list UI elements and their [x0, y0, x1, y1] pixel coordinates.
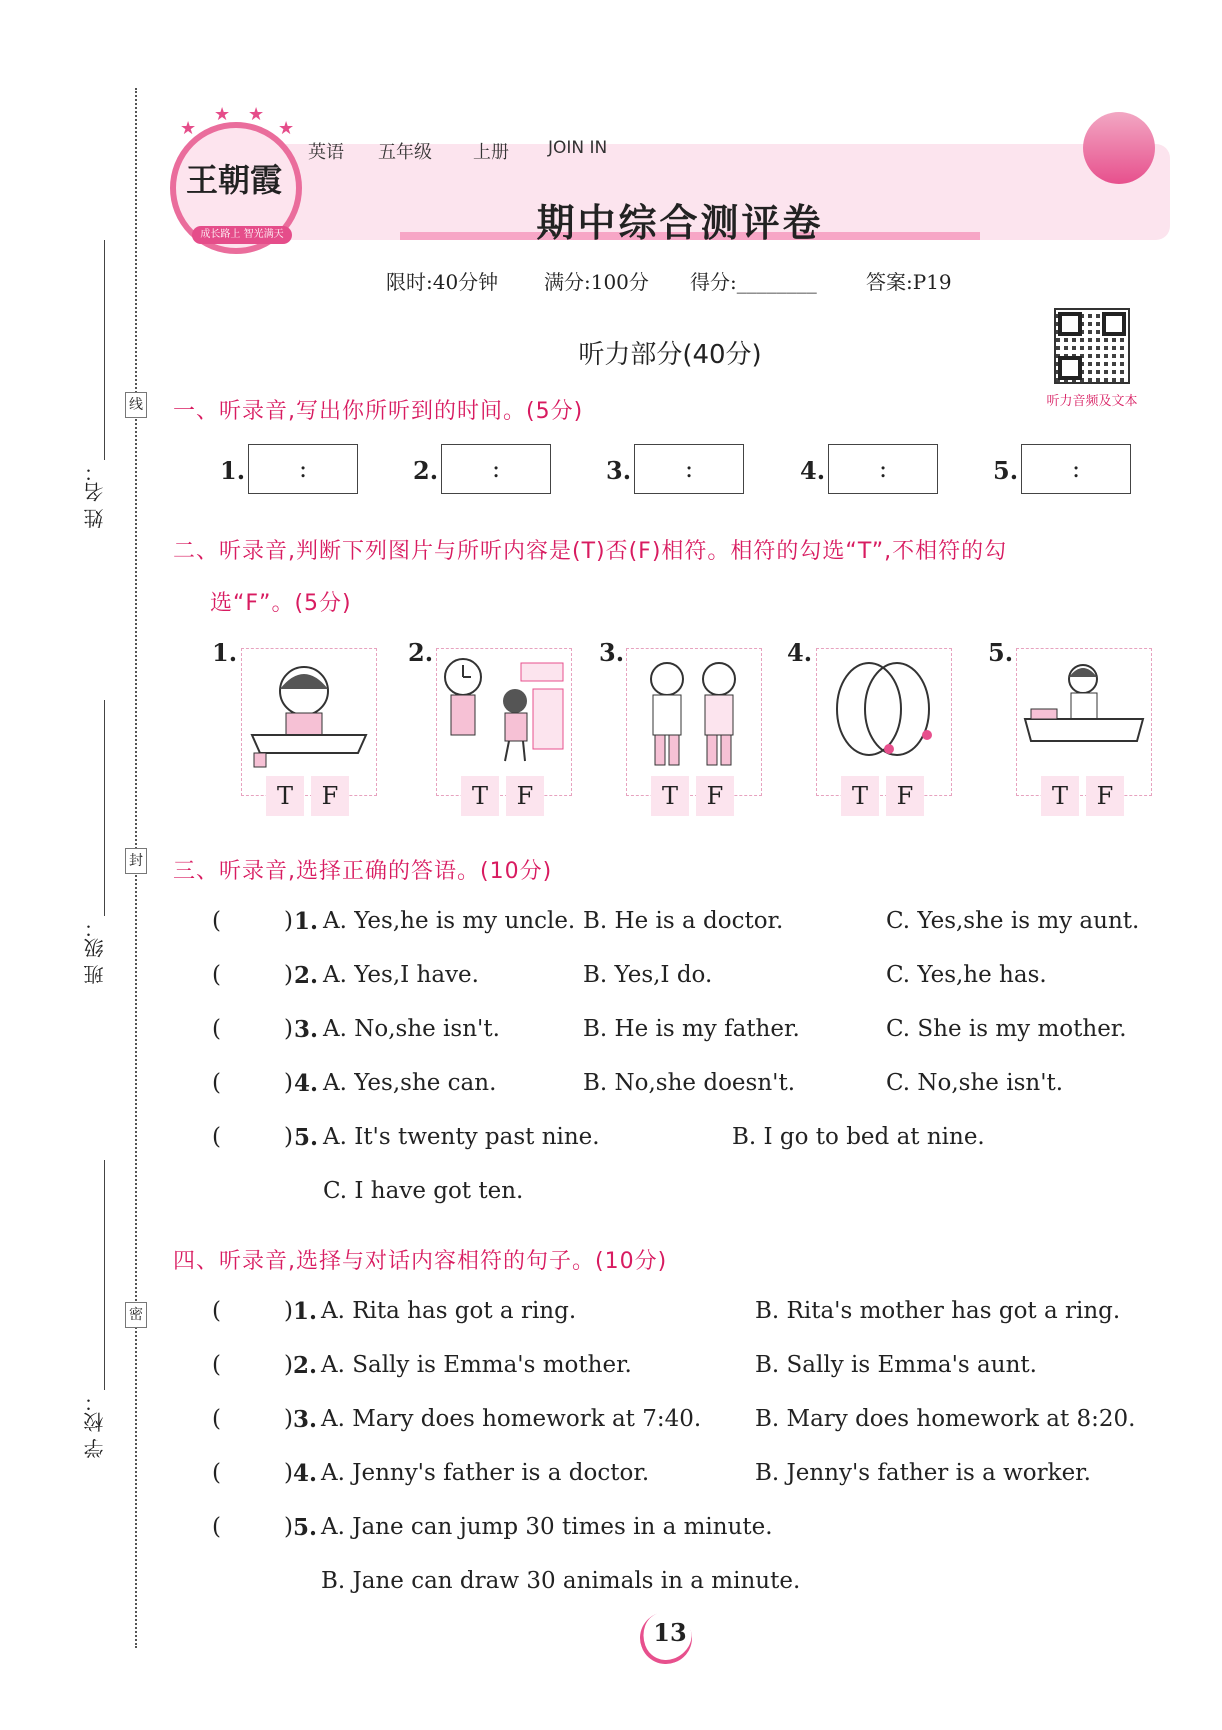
option-a[interactable]: A. Yes,he is my uncle. [323, 908, 576, 934]
logo-text: 王朝霞 [185, 161, 282, 199]
answer-paren-close: ) [284, 1406, 293, 1432]
false-option[interactable]: F [311, 776, 349, 816]
option-c[interactable]: C. She is my mother. [886, 1016, 1127, 1042]
seal-mi: 密 [125, 1302, 147, 1328]
false-option[interactable]: F [506, 776, 544, 816]
time-item-number: 5. [993, 456, 1019, 485]
answer-paren-close: ) [284, 962, 293, 988]
qr-caption: 听力音频及文本 [1046, 394, 1138, 409]
necklaces-icon [816, 648, 952, 796]
seal-feng: 封 [125, 848, 147, 874]
option-a[interactable]: A. Yes,I have. [323, 962, 479, 988]
option-b[interactable]: B. Jenny's father is a worker. [755, 1460, 1091, 1486]
option-b[interactable]: B. I go to bed at nine. [732, 1124, 985, 1150]
answer-paren[interactable]: ( [212, 1352, 221, 1378]
section2-title-line1: 二、听录音,判断下列图片与所听内容是(T)否(F)相符。相符的勾选“T”,不相符的勾 [173, 539, 1008, 564]
edition: JOIN IN [548, 138, 608, 158]
section1-title: 一、听录音,写出你所听到的时间。(5分) [173, 399, 584, 424]
answer-paren[interactable]: ( [212, 1124, 221, 1150]
answer-paren[interactable]: ( [212, 1070, 221, 1096]
question-number: 5. [294, 1124, 319, 1151]
page-title: 期中综合测评卷 [536, 201, 824, 245]
picture-item-number: 4. [787, 638, 813, 667]
picture-item-number: 2. [408, 638, 434, 667]
answer-paren[interactable]: ( [212, 1406, 221, 1432]
time-answer-box[interactable]: : [634, 444, 744, 494]
option-a[interactable]: A. Mary does homework at 7:40. [321, 1406, 702, 1432]
answer-paren[interactable]: ( [212, 962, 221, 988]
false-option[interactable]: F [696, 776, 734, 816]
question-number: 2. [293, 1352, 318, 1379]
option-a[interactable]: A. Jane can jump 30 times in a minute. [321, 1514, 773, 1540]
star-icon: ★ [278, 118, 295, 139]
time-item-number: 4. [800, 456, 826, 485]
answer-paren-close: ) [284, 1124, 293, 1150]
picture-item-number: 1. [212, 638, 238, 667]
false-option[interactable]: F [886, 776, 924, 816]
answer-paren[interactable]: ( [212, 1016, 221, 1042]
time-answer-box[interactable]: : [441, 444, 551, 494]
logo-slogan: 成长路上 智光满天 [192, 226, 292, 244]
answer-reference: 答案:P19 [866, 270, 952, 294]
time-answer-box[interactable]: : [1021, 444, 1131, 494]
true-option[interactable]: T [1041, 776, 1079, 816]
time-item-number: 3. [606, 456, 632, 485]
section2-title-line2: 选“F”。(5分) [210, 591, 352, 616]
volume: 上册 [473, 142, 509, 163]
answer-paren[interactable]: ( [212, 908, 221, 934]
time-item-number: 1. [220, 456, 246, 485]
answer-paren[interactable]: ( [212, 1514, 221, 1540]
page-number: 13 [653, 1618, 687, 1647]
answer-paren-close: ) [284, 1298, 293, 1324]
class-blank[interactable] [104, 700, 105, 916]
question-number: 4. [293, 1460, 318, 1487]
clock-boy-icon [436, 648, 572, 796]
school-blank[interactable] [104, 1160, 105, 1390]
option-c[interactable]: C. No,she isn't. [886, 1070, 1064, 1096]
option-a[interactable]: A. It's twenty past nine. [323, 1124, 600, 1150]
name-label: 姓 名： [83, 462, 107, 529]
option-a[interactable]: A. Yes,she can. [323, 1070, 497, 1096]
part-title: 听力部分(40分) [578, 340, 762, 370]
true-option[interactable]: T [651, 776, 689, 816]
picture-item-number: 5. [988, 638, 1014, 667]
section3-title: 三、听录音,选择正确的答语。(10分) [173, 859, 553, 884]
option-b[interactable]: B. Mary does homework at 8:20. [755, 1406, 1136, 1432]
option-c[interactable]: C. Yes,he has. [886, 962, 1047, 988]
time-answer-box[interactable]: : [828, 444, 938, 494]
answer-paren-close: ) [284, 1460, 293, 1486]
time-answer-box[interactable]: : [248, 444, 358, 494]
section4-title: 四、听录音,选择与对话内容相符的句子。(10分) [173, 1249, 668, 1274]
option-b[interactable]: B. Yes,I do. [583, 962, 713, 988]
question-number: 2. [294, 962, 319, 989]
option-b[interactable]: B. Rita's mother has got a ring. [755, 1298, 1121, 1324]
answer-paren[interactable]: ( [212, 1460, 221, 1486]
option-c[interactable]: C. I have got ten. [323, 1178, 524, 1204]
time-limit: 限时:40分钟 [386, 270, 499, 294]
option-b[interactable]: B. Sally is Emma's aunt. [755, 1352, 1037, 1378]
answer-paren-close: ) [284, 1352, 293, 1378]
girl-writing-icon [241, 648, 377, 796]
option-b[interactable]: B. He is a doctor. [583, 908, 784, 934]
answer-paren-close: ) [284, 1070, 293, 1096]
true-option[interactable]: T [266, 776, 304, 816]
question-number: 4. [294, 1070, 319, 1097]
question-number: 5. [293, 1514, 318, 1541]
star-icon: ★ [180, 118, 197, 139]
question-number: 1. [293, 1298, 318, 1325]
school-label: 学 校： [83, 1392, 107, 1459]
answer-paren-close: ) [284, 1514, 293, 1540]
qr-code-icon[interactable] [1054, 308, 1130, 384]
option-b[interactable]: B. Jane can draw 30 animals in a minute. [321, 1568, 801, 1594]
option-a[interactable]: A. Sally is Emma's mother. [321, 1352, 632, 1378]
score-field[interactable]: 得分:________ [690, 270, 817, 294]
option-b[interactable]: B. No,she doesn't. [583, 1070, 796, 1096]
picture-item-number: 3. [599, 638, 625, 667]
question-number: 3. [293, 1406, 318, 1433]
sun-decoration-icon [1083, 112, 1155, 184]
option-a[interactable]: A. No,she isn't. [323, 1016, 500, 1042]
star-icon: ★ [248, 104, 265, 125]
option-b[interactable]: B. He is my father. [583, 1016, 800, 1042]
class-label: 班 级： [83, 918, 107, 985]
subject: 英语 [308, 142, 344, 163]
grandparents-icon [626, 648, 762, 796]
true-option[interactable]: T [461, 776, 499, 816]
answer-paren[interactable]: ( [212, 1298, 221, 1324]
full-score: 满分:100分 [544, 270, 649, 294]
option-a[interactable]: A. Jenny's father is a doctor. [321, 1460, 650, 1486]
question-number: 3. [294, 1016, 319, 1043]
answer-paren-close: ) [284, 1016, 293, 1042]
seal-xian: 线 [125, 392, 147, 418]
grade: 五年级 [378, 142, 432, 163]
false-option[interactable]: F [1086, 776, 1124, 816]
true-option[interactable]: T [841, 776, 879, 816]
option-a[interactable]: A. Rita has got a ring. [321, 1298, 577, 1324]
boy-desk-icon [1016, 648, 1152, 796]
time-item-number: 2. [413, 456, 439, 485]
answer-paren-close: ) [284, 908, 293, 934]
question-number: 1. [294, 908, 319, 935]
option-c[interactable]: C. Yes,she is my aunt. [886, 908, 1140, 934]
name-blank[interactable] [104, 240, 105, 460]
star-icon: ★ [214, 104, 231, 125]
